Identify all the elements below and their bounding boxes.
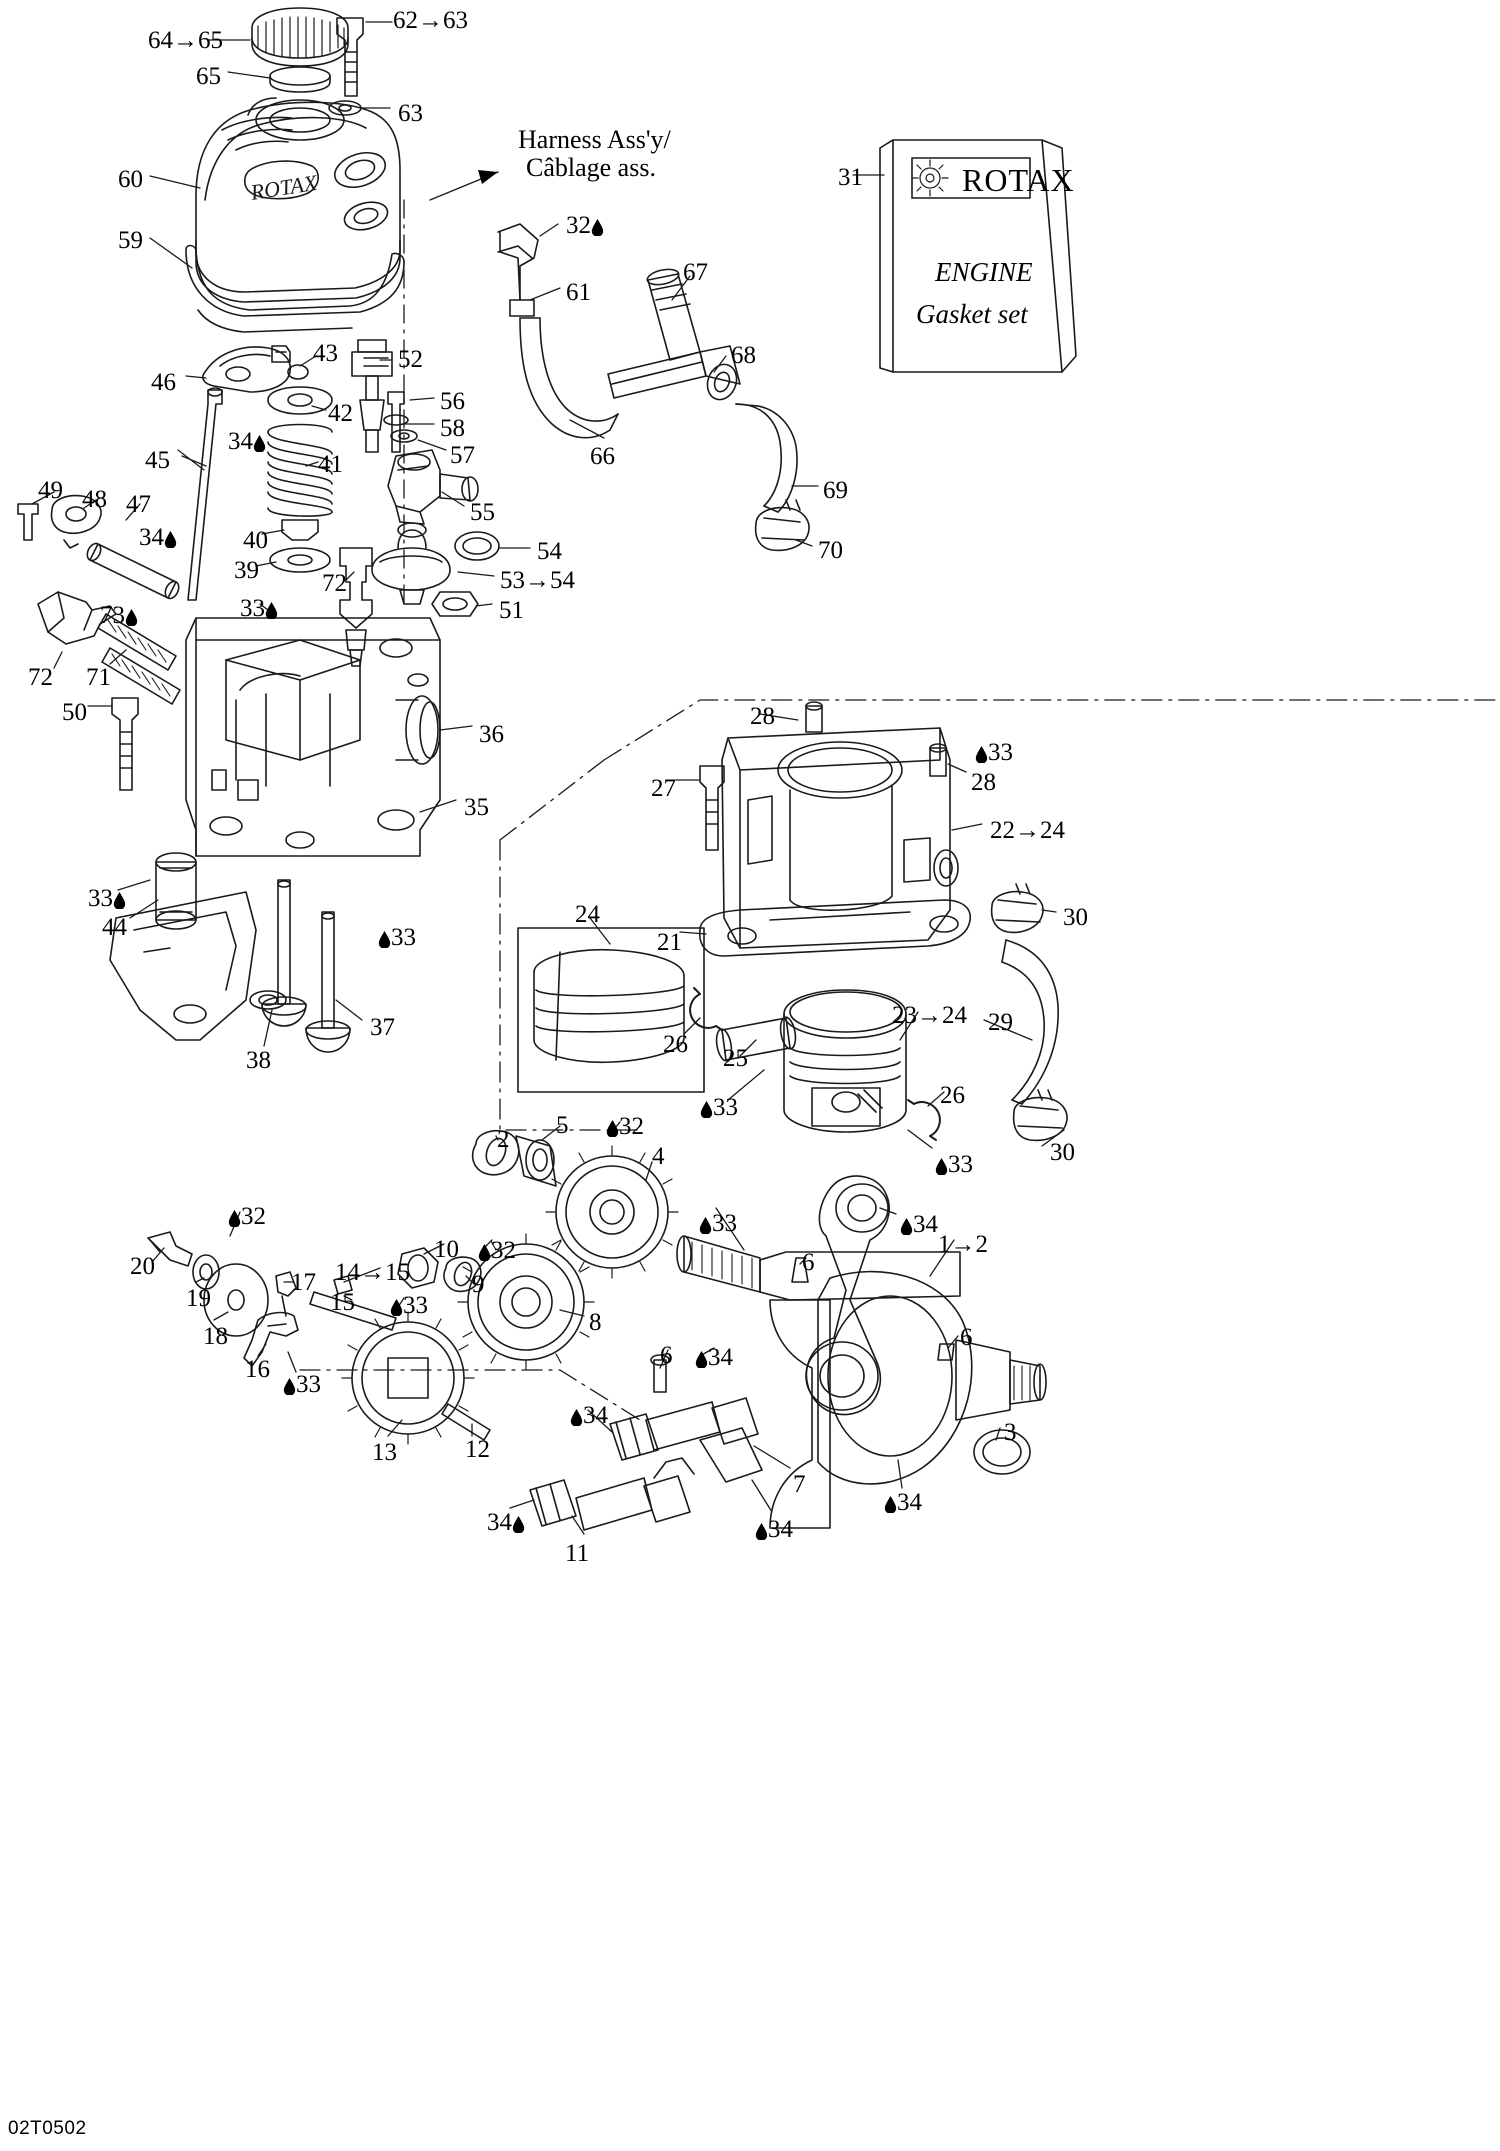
oil-drop-icon xyxy=(283,1371,296,1398)
oil-drop-icon xyxy=(755,1516,768,1543)
callout-44 xyxy=(102,915,127,940)
callout-33 xyxy=(283,1372,321,1397)
callout-text: 59 xyxy=(118,227,143,254)
callout-text: 54 xyxy=(537,538,562,565)
callout-55 xyxy=(470,500,495,525)
callout-text: 28 xyxy=(971,769,996,796)
callout-text: 60 xyxy=(118,166,143,193)
callout-text: 50 xyxy=(62,699,87,726)
callout-18 xyxy=(203,1324,228,1349)
callout-text: 5 xyxy=(556,1112,569,1139)
callout-text: 30 xyxy=(1063,904,1088,931)
callout-text: 72 xyxy=(28,664,53,691)
callout-59 xyxy=(118,228,143,253)
callout-7 xyxy=(793,1472,806,1497)
callout-28 xyxy=(971,770,996,795)
callout-23-to-24 xyxy=(892,1003,967,1028)
oil-drop-icon xyxy=(700,1094,713,1121)
callout-67 xyxy=(683,260,708,285)
svg-text:ROTAX: ROTAX xyxy=(248,169,319,205)
callout-text: 33 xyxy=(948,1151,973,1178)
callout-text: 47 xyxy=(126,491,151,518)
callout-32 xyxy=(228,1204,266,1229)
oil-drop-icon xyxy=(125,602,138,629)
callout-text: 33 xyxy=(88,885,113,912)
callout-text: 15 xyxy=(330,1289,355,1316)
callout-33 xyxy=(700,1095,738,1120)
callout-14-to-15 xyxy=(335,1260,410,1285)
callout-34 xyxy=(884,1490,922,1515)
callout-text: 35 xyxy=(464,794,489,821)
callout-49 xyxy=(38,478,63,503)
callout-5 xyxy=(556,1113,569,1138)
callout-text: 34 xyxy=(487,1509,512,1536)
callout-13 xyxy=(372,1440,397,1465)
callout-53-to-54 xyxy=(500,568,575,593)
callout-text: 34 xyxy=(583,1402,608,1429)
callout-19 xyxy=(186,1286,211,1311)
callout-73 xyxy=(100,603,138,628)
callout-22-to-24 xyxy=(990,818,1065,843)
callout-34 xyxy=(900,1212,938,1237)
callout-47 xyxy=(126,492,151,517)
callout-text: 9 xyxy=(472,1271,485,1298)
callout-text: 2 xyxy=(497,1126,510,1153)
callout-text: 71 xyxy=(86,664,111,691)
callout-text: 10 xyxy=(434,1236,459,1263)
callout-text: 6 xyxy=(660,1342,673,1369)
callout-text: 32 xyxy=(619,1113,644,1140)
callout-text: 4 xyxy=(652,1143,665,1170)
callout-25 xyxy=(723,1046,748,1071)
callout-text: 30 xyxy=(1050,1139,1075,1166)
oil-drop-icon xyxy=(265,595,278,622)
callout-text: 55 xyxy=(470,499,495,526)
callout-text: 1→2 xyxy=(938,1231,988,1258)
callout-9 xyxy=(472,1272,485,1297)
callout-text: 73 xyxy=(100,602,125,629)
harness-note-line2: Câblage ass. xyxy=(526,153,656,182)
callout-46 xyxy=(151,370,176,395)
callout-32 xyxy=(478,1238,516,1263)
callout-text: 33 xyxy=(988,739,1013,766)
callout-text: 33 xyxy=(296,1371,321,1398)
callout-text: 43 xyxy=(313,340,338,367)
callout-8 xyxy=(589,1310,602,1335)
callout-text: 17 xyxy=(291,1269,316,1296)
callout-33 xyxy=(935,1152,973,1177)
callout-48 xyxy=(82,487,107,512)
callout-69 xyxy=(823,478,848,503)
callout-text: 34 xyxy=(768,1516,793,1543)
callout-text: 56 xyxy=(440,388,465,415)
callout-1-to-2 xyxy=(938,1232,988,1257)
callout-72 xyxy=(28,665,53,690)
callout-text: 33 xyxy=(713,1094,738,1121)
callout-text: 42 xyxy=(328,400,353,427)
callout-text: 34 xyxy=(897,1489,922,1516)
callout-text: 29 xyxy=(988,1009,1013,1036)
callout-57 xyxy=(450,443,475,468)
oil-drop-icon xyxy=(900,1211,913,1238)
callout-32 xyxy=(566,213,604,238)
callout-text: 41 xyxy=(318,451,343,478)
callout-6 xyxy=(660,1343,673,1368)
callout-12 xyxy=(465,1437,490,1462)
callout-text: 45 xyxy=(145,447,170,474)
callout-37 xyxy=(370,1015,395,1040)
page-code: 02T0502 xyxy=(8,2118,87,2139)
callout-36 xyxy=(479,722,504,747)
callout-text: 7 xyxy=(793,1471,806,1498)
oil-drop-icon xyxy=(228,1203,241,1230)
callout-text: 31 xyxy=(838,164,863,191)
callout-72 xyxy=(322,571,347,596)
callout-11 xyxy=(565,1541,589,1566)
callout-54 xyxy=(537,539,562,564)
callout-64-to-65 xyxy=(148,28,223,53)
callout-66 xyxy=(590,444,615,469)
callout-text: 53→54 xyxy=(500,567,575,594)
callout-text: 33 xyxy=(240,595,265,622)
oil-drop-icon xyxy=(591,212,604,239)
callout-text: 19 xyxy=(186,1285,211,1312)
callout-26 xyxy=(663,1032,688,1057)
callout-6 xyxy=(802,1250,815,1275)
callout-29 xyxy=(988,1010,1013,1035)
callout-61 xyxy=(566,280,591,305)
callout-text: 44 xyxy=(102,914,127,941)
callout-10 xyxy=(434,1237,459,1262)
callout-text: 20 xyxy=(130,1253,155,1280)
oil-drop-icon xyxy=(390,1292,403,1319)
callout-text: 6 xyxy=(960,1324,973,1351)
callout-text: 65 xyxy=(196,63,221,90)
callout-21 xyxy=(657,930,682,955)
callout-41 xyxy=(318,452,343,477)
callout-33 xyxy=(390,1293,428,1318)
callout-text: 64→65 xyxy=(148,27,223,54)
callout-text: 51 xyxy=(499,597,524,624)
callout-text: 58 xyxy=(440,415,465,442)
callout-text: 39 xyxy=(234,557,259,584)
harness-note-line1: Harness Ass'y/ xyxy=(518,125,671,154)
oil-drop-icon xyxy=(884,1489,897,1516)
callout-text: 21 xyxy=(657,929,682,956)
oil-drop-icon xyxy=(378,924,391,951)
callout-text: 49 xyxy=(38,477,63,504)
oil-drop-icon xyxy=(699,1210,712,1237)
callout-52 xyxy=(398,347,423,372)
callout-text: 28 xyxy=(750,703,775,730)
callout-65 xyxy=(196,64,221,89)
callout-text: 34 xyxy=(228,428,253,455)
callout-35 xyxy=(464,795,489,820)
callout-33 xyxy=(88,886,126,911)
callout-45 xyxy=(145,448,170,473)
oil-drop-icon xyxy=(113,885,126,912)
callout-text: 18 xyxy=(203,1323,228,1350)
callout-text: 32 xyxy=(491,1237,516,1264)
callout-16 xyxy=(245,1357,270,1382)
callout-33 xyxy=(699,1211,737,1236)
callout-34 xyxy=(228,429,266,454)
callout-60 xyxy=(118,167,143,192)
gasket-line2: Gasket set xyxy=(916,299,1028,329)
callout-text: 6 xyxy=(802,1249,815,1276)
callout-2 xyxy=(497,1127,510,1152)
callout-31 xyxy=(838,165,863,190)
callout-32 xyxy=(606,1114,644,1139)
callout-39 xyxy=(234,558,259,583)
callout-text: 68 xyxy=(731,342,756,369)
callout-28 xyxy=(750,704,775,729)
callout-text: 16 xyxy=(245,1356,270,1383)
oil-drop-icon xyxy=(164,524,177,551)
callout-3 xyxy=(1004,1420,1017,1445)
callout-30 xyxy=(1063,905,1088,930)
callout-51 xyxy=(499,598,524,623)
oil-drop-icon xyxy=(512,1509,525,1536)
callout-text: 52 xyxy=(398,346,423,373)
callout-text: 69 xyxy=(823,477,848,504)
callout-text: 25 xyxy=(723,1045,748,1072)
callout-56 xyxy=(440,389,465,414)
oil-drop-icon xyxy=(478,1237,491,1264)
callout-text: 26 xyxy=(663,1031,688,1058)
callout-text: 72 xyxy=(322,570,347,597)
oil-drop-icon xyxy=(695,1344,708,1371)
callout-text: 8 xyxy=(589,1309,602,1336)
callout-text: 13 xyxy=(372,1439,397,1466)
callout-30 xyxy=(1050,1140,1075,1165)
callout-42 xyxy=(328,401,353,426)
oil-drop-icon xyxy=(975,739,988,766)
callout-text: 38 xyxy=(246,1047,271,1074)
gasket-brand-label: ROTAX xyxy=(962,162,1075,198)
callout-62-to-63 xyxy=(393,8,468,33)
callout-text: 66 xyxy=(590,443,615,470)
oil-drop-icon xyxy=(570,1402,583,1429)
callout-text: 32 xyxy=(241,1203,266,1230)
callout-34 xyxy=(139,525,177,550)
callout-text: 32 xyxy=(566,212,591,239)
callout-33 xyxy=(975,740,1013,765)
callout-text: 61 xyxy=(566,279,591,306)
callout-40 xyxy=(243,528,268,553)
callout-text: 46 xyxy=(151,369,176,396)
callout-34 xyxy=(487,1510,525,1535)
callout-text: 33 xyxy=(391,924,416,951)
callout-text: 11 xyxy=(565,1540,590,1567)
callout-38 xyxy=(246,1048,271,1073)
callout-20 xyxy=(130,1254,155,1279)
gasket-line1: ENGINE xyxy=(935,257,1033,287)
callout-71 xyxy=(86,665,111,690)
callout-68 xyxy=(731,343,756,368)
callout-17 xyxy=(291,1270,316,1295)
callout-4 xyxy=(652,1144,665,1169)
callout-text: 23→24 xyxy=(892,1002,967,1029)
callout-34 xyxy=(570,1403,608,1428)
callout-58 xyxy=(440,416,465,441)
callout-text: 67 xyxy=(683,259,708,286)
oil-drop-icon xyxy=(253,428,266,455)
callout-text: 57 xyxy=(450,442,475,469)
callout-27 xyxy=(651,776,676,801)
callout-text: 12 xyxy=(465,1436,490,1463)
callout-15 xyxy=(330,1290,355,1315)
callout-text: 34 xyxy=(708,1344,733,1371)
callout-70 xyxy=(818,538,843,563)
callout-33 xyxy=(240,596,278,621)
callout-text: 33 xyxy=(712,1210,737,1237)
callout-text: 70 xyxy=(818,537,843,564)
callout-34 xyxy=(755,1517,793,1542)
callout-50 xyxy=(62,700,87,725)
oil-drop-icon xyxy=(935,1151,948,1178)
callout-26 xyxy=(940,1083,965,1108)
callout-text: 34 xyxy=(913,1211,938,1238)
callout-text: 3 xyxy=(1004,1419,1017,1446)
callout-text: 14→15 xyxy=(335,1259,410,1286)
callout-24 xyxy=(575,902,600,927)
oil-drop-icon xyxy=(606,1113,619,1140)
callout-6 xyxy=(960,1325,973,1350)
callout-text: 63 xyxy=(398,100,423,127)
callout-text: 62→63 xyxy=(393,7,468,34)
callout-text: 33 xyxy=(403,1292,428,1319)
callout-text: 36 xyxy=(479,721,504,748)
callout-text: 22→24 xyxy=(990,817,1065,844)
callout-33 xyxy=(378,925,416,950)
callout-text: 34 xyxy=(139,524,164,551)
callout-34 xyxy=(695,1345,733,1370)
callout-text: 27 xyxy=(651,775,676,802)
callout-43 xyxy=(313,341,338,366)
callout-text: 26 xyxy=(940,1082,965,1109)
callout-63 xyxy=(398,101,423,126)
callout-text: 37 xyxy=(370,1014,395,1041)
callout-text: 40 xyxy=(243,527,268,554)
callout-text: 48 xyxy=(82,486,107,513)
callout-text: 24 xyxy=(575,901,600,928)
